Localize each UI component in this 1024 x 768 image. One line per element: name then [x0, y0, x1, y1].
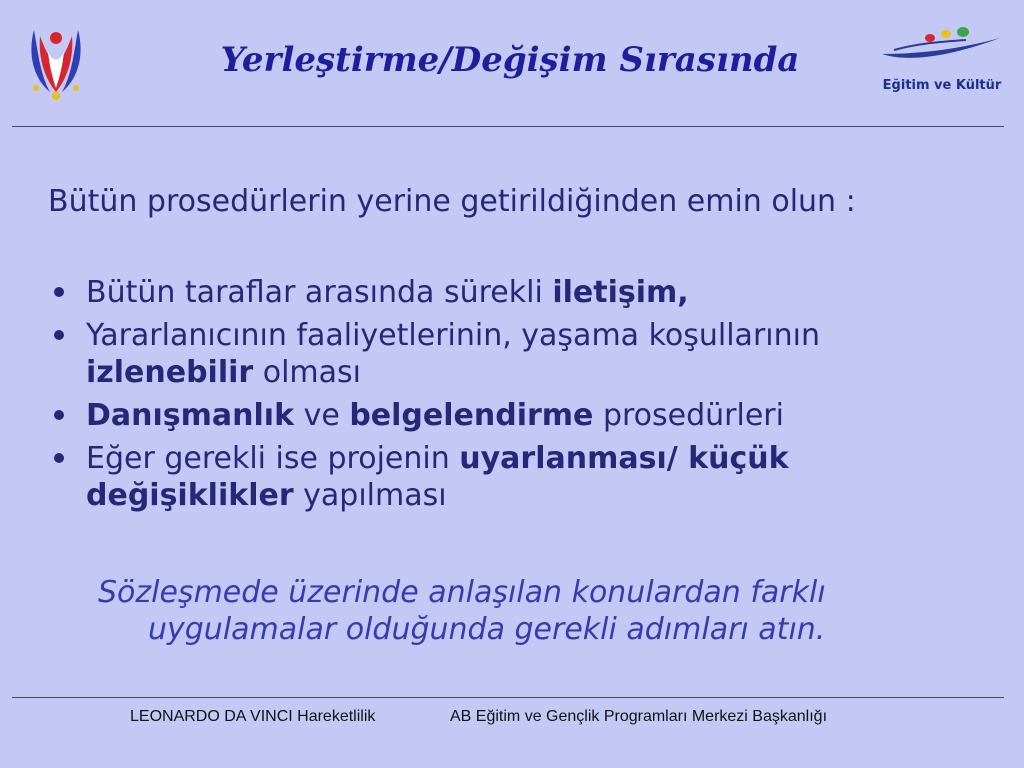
footer-agency: AB Eğitim ve Gençlik Programları Merkezi Başkanlığı — [450, 708, 828, 725]
page-title: Yerleştirme/Değişim Sırasında — [220, 40, 800, 80]
bullet-emphasis: uyarlanması/ küçük değişiklikler — [86, 441, 789, 513]
footer-divider — [12, 697, 1004, 698]
bullet-emphasis: belgelendirme — [349, 398, 594, 433]
bullet-dot-icon — [54, 453, 64, 463]
logo-text: Eğitim ve Kültür — [882, 78, 1002, 93]
bullet-text: Bütün taraflar arasında sürekli — [86, 275, 553, 310]
bullet-dot-icon — [54, 330, 64, 340]
bullet-item — [48, 274, 948, 311]
bullet-text: olması — [253, 355, 362, 390]
header-divider — [12, 126, 1004, 127]
bullet-item — [48, 397, 948, 434]
people-swoosh-icon — [876, 24, 1008, 74]
bullet-text: yapılması — [293, 478, 447, 513]
tulip-logo-icon — [26, 22, 86, 102]
bullet-text: Yararlanıcının faaliyetlerinin, yaşama koşullarının — [86, 318, 820, 353]
intro-text: Bütün prosedürlerin yerine getirildiğinden emin olun : — [48, 184, 856, 219]
bullet-emphasis: Danışmanlık — [86, 398, 295, 433]
bullet-dot-icon — [54, 287, 64, 297]
bullet-item — [48, 440, 948, 514]
bullet-text: ve — [294, 398, 350, 433]
bullet-emphasis: izlenebilir — [86, 355, 254, 390]
footer-program: LEONARDO DA VINCI Hareketlilik — [130, 708, 376, 725]
bullet-item — [48, 317, 948, 391]
education-culture-logo — [876, 24, 1008, 98]
closing-text: Sözleşmede üzerinde anlaşılan konulardan farklı uygulamalar olduğunda gerekli adımları atın. — [98, 575, 826, 647]
bullet-text: prosedürleri — [593, 398, 784, 433]
bullet-text: Eğer gerekli ise projenin — [86, 441, 460, 476]
bullet-dot-icon — [54, 410, 64, 420]
bullet-list — [48, 274, 948, 520]
bullet-emphasis: iletişim, — [552, 275, 689, 310]
